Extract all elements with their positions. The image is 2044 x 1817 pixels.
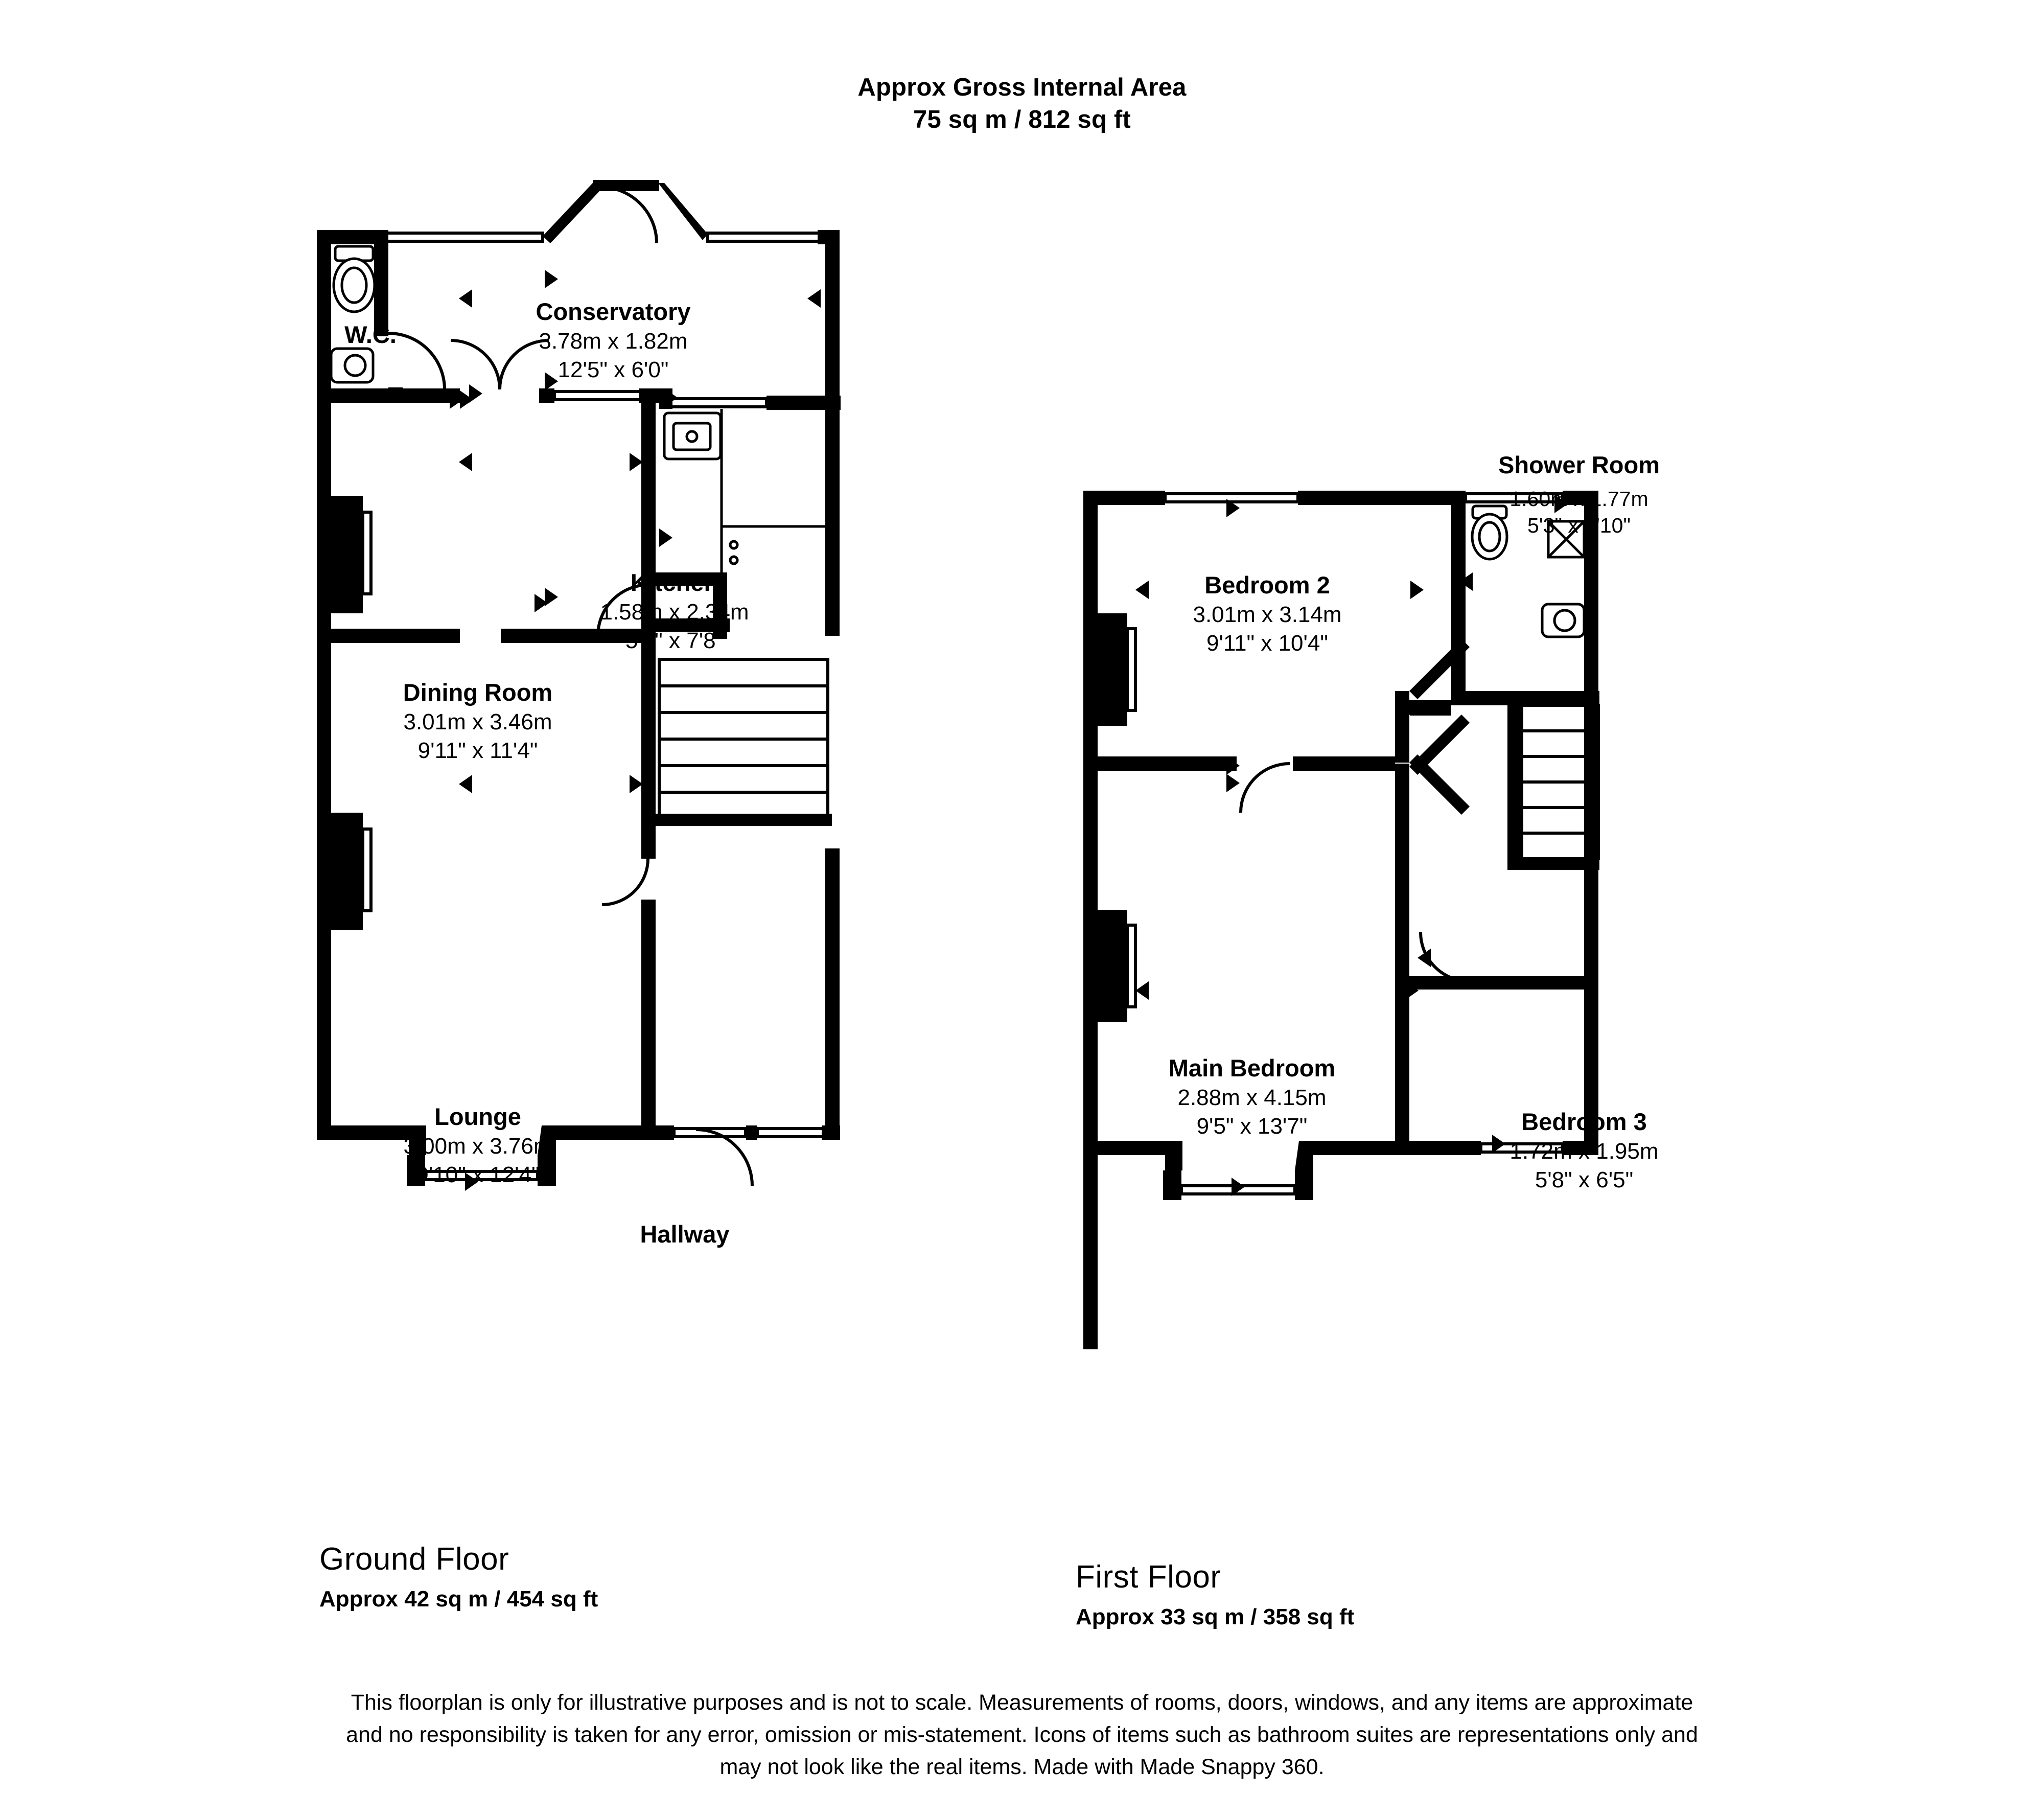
room-label-dining-room: Dining Room 3.01m x 3.46m 9'11" x 11'4" [403, 679, 553, 764]
room-label-main-bedroom: Main Bedroom 2.88m x 4.15m 9'5" x 13'7" [1168, 1054, 1336, 1139]
ground-floor-caption [319, 1541, 598, 1612]
room-label-shower-room-dims: 1.60m x 1.77m 5'3" x 5'10" [1509, 487, 1648, 538]
ground-floor-title: Ground Floor [319, 1542, 509, 1577]
sink-icon-first [1542, 604, 1592, 637]
gross-internal-area-header [0, 72, 2044, 135]
disclaimer-line-3: may not look like the real items. Made with Made Snappy 360. [719, 1755, 1325, 1780]
first-floor-area: Approx 33 sq m / 358 sq ft [1076, 1604, 1355, 1629]
ground-floor-area: Approx 42 sq m / 454 sq ft [319, 1586, 598, 1612]
room-label-kitchen: Kitchen 1.58m x 2.34m 5'2" x 7'8" [600, 569, 749, 654]
room-label-lounge: Lounge 3.00m x 3.76m 9'10" x 12'4" [403, 1103, 552, 1188]
ground-stairs [659, 659, 828, 818]
room-label-hallway: Hallway [640, 1221, 730, 1248]
ground-floor-plan [307, 169, 1002, 1457]
room-label-bedroom-2: Bedroom 2 3.01m x 3.14m 9'11" x 10'4" [1193, 571, 1342, 656]
room-label-conservatory: Conservatory 3.78m x 1.82m 12'5" x 6'0" [536, 298, 691, 383]
disclaimer [0, 1687, 2044, 1784]
first-floor-plan [1073, 451, 1748, 1457]
room-label-bedroom-3: Bedroom 3 1.72m x 1.95m 5'8" x 6'5" [1509, 1108, 1659, 1193]
kitchen-units [722, 409, 825, 572]
room-label-shower-room: Shower Room [1498, 451, 1660, 478]
room-label-wc: W.C. [344, 321, 397, 348]
toilet-icon [334, 246, 375, 312]
disclaimer-line-1: This floorplan is only for illustrative purposes and is not to scale. Measurements of rooms, doors, windows, and any items are approximate [351, 1690, 1693, 1715]
gross-area-title: Approx Gross Internal Area [857, 74, 1187, 101]
gross-area-value: 75 sq m / 812 sq ft [913, 105, 1131, 133]
kitchen-sink-icon [664, 413, 721, 459]
first-floor-title: First Floor [1076, 1559, 1221, 1595]
first-floor-caption [1076, 1559, 1354, 1630]
disclaimer-line-2: and no responsibility is taken for any error, omission or mis-statement. Icons of items such as bathroom suites are representations only and [346, 1722, 1698, 1747]
